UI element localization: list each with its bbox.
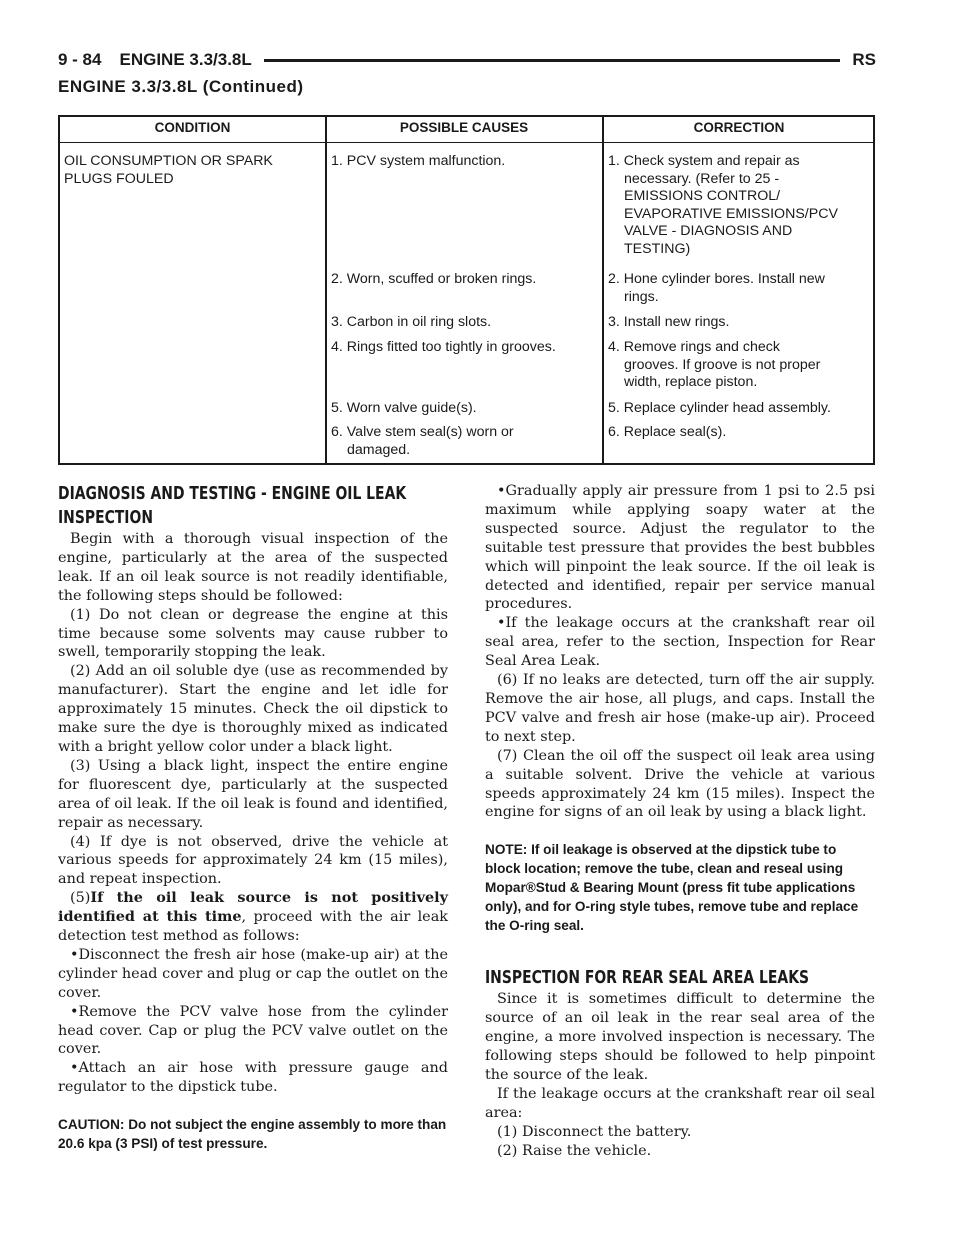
correction-text: EVAPORATIVE EMISSIONS/PCV xyxy=(624,205,838,222)
correction-cell xyxy=(608,271,874,306)
page-header xyxy=(58,48,876,72)
correction-text: width, replace piston. xyxy=(624,374,758,390)
cause-text: 5. Worn valve guide(s). xyxy=(331,400,477,416)
correction-text: necessary. (Refer to 25 - xyxy=(624,170,780,187)
bullet-text: Gradually apply air pressure from 1 psi to 2.5 psi maximum while applying soapy water at the suspected source. Adjust the regulator to the suitable test pressure that provides the best bubbles which will pinpoint the leak source. If the oil leak is detected and identified, repair per service manual procedures. xyxy=(485,483,875,613)
correction-cell xyxy=(608,153,874,258)
correction-text: 5. Replace cylinder head assembly. xyxy=(608,400,831,416)
bullet-text: If the leakage occurs at the crankshaft rear oil seal area, refer to the section, Inspection for Rear Seal Area Leak. xyxy=(485,615,875,670)
cause-cell xyxy=(331,314,599,332)
bullet-icon: • xyxy=(497,615,506,632)
bullet-icon: • xyxy=(70,1003,79,1020)
cause-text: 4. Rings fitted too tightly in grooves. xyxy=(331,339,556,355)
note: NOTE: If oil leakage is observed at the dipstick tube to block location; remove the tube, clean and reseal using Mopar®Stud & Bearing Mount (press fit tube applications only), and for O-ring style tubes, remove tube and replace the O-ring seal. xyxy=(485,842,859,934)
bullet-item xyxy=(485,614,875,671)
step-2: (2) Add an oil soluble dye (use as recommended by manufacturer). Start the engine and let idle for approximately 15 minutes. Check the oil dipstick to make sure the dye is thoroughly mixed as indicated with a bright yellow color under a black light. xyxy=(58,663,448,755)
caution-note: CAUTION: Do not subject the engine assembly to more than 20.6 kpa (3 PSI) of test pressure. xyxy=(58,1117,447,1152)
column-divider xyxy=(325,117,327,463)
correction-text: 2. Hone cylinder bores. Install new xyxy=(608,271,825,287)
bullet-icon: • xyxy=(70,946,79,963)
correction-text: 4. Remove rings and check xyxy=(608,339,780,355)
bullet-icon: • xyxy=(497,483,506,499)
column-header-correction: CORRECTION xyxy=(693,120,785,135)
cause-text: damaged. xyxy=(347,441,411,458)
step-text: , proceed with the air leak detection test method as follows: xyxy=(58,909,448,945)
bullet-item xyxy=(58,1003,448,1060)
correction-text: EMISSIONS CONTROL/ xyxy=(624,188,781,204)
cause-text: 2. Worn, scuffed or broken rings. xyxy=(331,271,537,287)
paragraph: Begin with a thorough visual inspection of the engine, particularly at the area of the suspected leak. If an oil leak source is not readily identifiable, the following steps should be followed: xyxy=(58,531,448,604)
bullet-text: Remove the PCV valve hose from the cylinder head cover. Cap or plug the PCV valve outlet on the cover. xyxy=(58,1003,448,1058)
cause-cell xyxy=(331,400,599,418)
step-1: (1) Do not clean or degrease the engine at this time because some solvents may cause rubber to swell, temporarily stopping the leak. xyxy=(58,606,448,661)
step-3: (3) Using a black light, inspect the entire engine for fluorescent dye, particularly at the suspected area of oil leak. If the oil leak is found and identified, repair as necessary. xyxy=(58,757,448,831)
step-1: (1) Disconnect the battery. xyxy=(497,1123,692,1140)
correction-text: TESTING) xyxy=(624,240,691,257)
header-rule xyxy=(264,59,841,62)
cause-cell xyxy=(331,271,599,289)
step-7: (7) Clean the oil off the suspect oil leak area using a suitable solvent. Drive the vehicle at various speeds approximately 24 km (15 miles). Inspect the engine for signs of an oil leak by using a black light. xyxy=(485,747,875,821)
cause-cell xyxy=(331,153,599,171)
condition-text: PLUGS FOULED xyxy=(64,170,174,187)
bullet-text: Attach an air hose with pressure gauge and regulator to the dipstick tube. xyxy=(58,1060,448,1096)
step-2: (2) Raise the vehicle. xyxy=(497,1142,652,1159)
step-5 xyxy=(58,889,448,946)
correction-text: VALVE - DIAGNOSIS AND xyxy=(624,223,793,239)
step-6: (6) If no leaks are detected, turn off the air supply. Remove the air hose, all plugs, and caps. Install the PCV valve and fresh air hose (make-up air). Proceed to next step. xyxy=(485,672,875,745)
condition-text: OIL CONSUMPTION OR SPARK xyxy=(64,153,273,169)
section-heading: INSPECTION FOR REAR SEAL AREA LEAKS xyxy=(485,967,810,989)
correction-text: grooves. If groove is not proper xyxy=(624,356,821,373)
paragraph: If the leakage occurs at the crankshaft rear oil seal area: xyxy=(485,1085,875,1121)
paragraph: Since it is sometimes difficult to determine the source of an oil leak in the rear seal area of the engine, a more involved inspection is necessary. The following steps should be followed to help pinpoint the source of the leak. xyxy=(485,991,875,1083)
bullet-item xyxy=(58,1059,448,1097)
bullet-text: Disconnect the fresh air hose (make-up air) at the cylinder head cover and plug or cap the outlet on the cover. xyxy=(58,946,448,1001)
page-number: 9 - 84 xyxy=(58,50,102,69)
emphasis-text: If the oil leak source is not positively identified at this time xyxy=(58,889,448,926)
right-column xyxy=(485,482,875,1160)
cause-text: 1. PCV system malfunction. xyxy=(331,153,506,169)
section-heading: DIAGNOSIS AND TESTING - ENGINE OIL LEAK xyxy=(58,483,407,504)
bullet-icon: • xyxy=(70,1060,79,1077)
bullet-item xyxy=(485,482,875,614)
correction-cell xyxy=(608,400,874,418)
header-title: ENGINE 3.3/3.8L xyxy=(119,50,252,69)
correction-cell xyxy=(608,314,874,332)
correction-text: 1. Check system and repair as xyxy=(608,153,800,169)
cause-cell xyxy=(331,424,599,459)
condition-cell xyxy=(64,153,322,188)
correction-text: rings. xyxy=(624,288,659,305)
bullet-item xyxy=(58,946,448,1003)
column-header-condition: CONDITION xyxy=(154,120,231,135)
table-header xyxy=(60,117,873,143)
diagnosis-table xyxy=(58,115,875,465)
column-header-causes: POSSIBLE CAUSES xyxy=(399,120,529,135)
correction-cell xyxy=(608,339,874,392)
cause-cell xyxy=(331,339,599,357)
section-heading: INSPECTION xyxy=(58,507,153,528)
model-code: RS xyxy=(852,50,876,69)
step-4: (4) If dye is not observed, drive the vehicle at various speeds for approximately 24 km (15 miles), and repeat inspection. xyxy=(58,833,448,888)
cause-text: 6. Valve stem seal(s) worn or xyxy=(331,424,514,440)
correction-text: 6. Replace seal(s). xyxy=(608,424,727,440)
section-continued-title: ENGINE 3.3/3.8L (Continued) xyxy=(58,77,304,96)
step-number: (5) xyxy=(70,890,91,907)
correction-cell xyxy=(608,424,874,442)
column-divider xyxy=(602,117,604,463)
left-column xyxy=(58,482,448,1153)
correction-text: 3. Install new rings. xyxy=(608,314,730,330)
cause-text: 3. Carbon in oil ring slots. xyxy=(331,314,492,330)
